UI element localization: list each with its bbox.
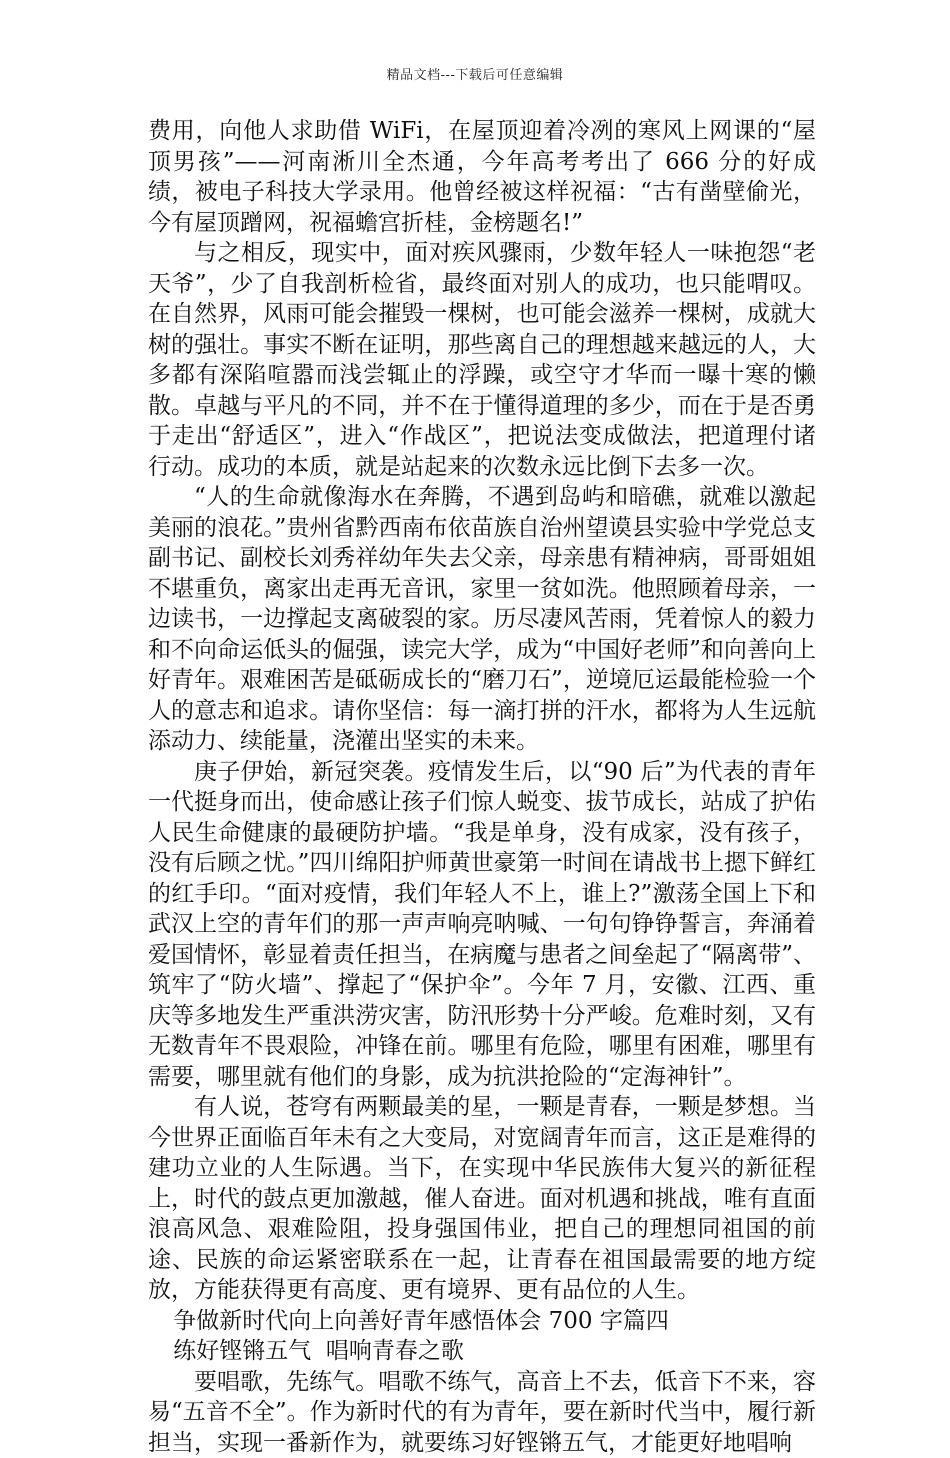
document-body [148,116,816,1458]
page-header: 精品文档---下载后可任意编辑 [0,64,950,83]
paragraph-contrast: 与之相反，现实中，面对疾风骤雨，少数年轻人一味抱怨“老天爷”，少了自我剖析检省，最终面对别人的成功，也只能喟叹。在自然界，风雨可能会摧毁一棵树，也可能会滋养一棵树，成就大树的强壮。事实不断在证明，那些离自己的理想越来越远的人，大多都有深陷喧嚣而浅尝辄止的浮躁，或空守才华而一曝十寒的懒散。卓越与平凡的不同，并不在于懂得道理的多少，而在于是否勇于走出“舒适区”，进入“作战区”，把说法变成做法，把道理付诸行动。成功的本质，就是站起来的次数永远比倒下去多一次。 [148,238,816,482]
section-title: 争做新时代向上向善好青年感悟体会 700 字篇四 [148,1306,816,1337]
essay-subtitle: 练好铿锵五气 唱响青春之歌 [148,1336,816,1367]
paragraph-liu-xiuxiang: “人的生命就像海水在奔腾，不遇到岛屿和暗礁，就难以激起美丽的浪花。”贵州省黔西南布依苗族自治州望谟县实验中学党总支副书记、副校长刘秀祥幼年失去父亲，母亲患有精神病，哥哥姐姐不堪重负，离家出走再无音讯，家里一贫如洗。他照顾着母亲，一边读书，一边撑起支离破裂的家。历尽凄风苦雨，凭着惊人的毅力和不向命运低头的倔强，读完大学，成为“中国好老师”和向善向上好青年。艰难困苦是砥砺成长的“磨刀石”，逆境厄运最能检验一个人的意志和追求。请你坚信：每一滴打拼的汗水，都将为人生远航添动力、续能量，浇灌出坚实的未来。 [148,482,816,757]
paragraph-continuation: 费用，向他人求助借 WiFi，在屋顶迎着冷冽的寒风上网课的“屋顶男孩”——河南淅川全杰通，今年高考考出了 666 分的好成绩，被电子科技大学录用。他曾经被这样祝福：“古有凿壁偷光，今有屋顶蹭网，祝福蟾宫折桂，金榜题名!” [148,116,816,238]
paragraph-epidemic: 庚子伊始，新冠突袭。疫情发生后，以“90 后”为代表的青年一代挺身而出，使命感让孩子们惊人蜕变、拔节成长，站成了护佑人民生命健康的最硬防护墙。“我是单身，没有成家，没有孩子，没有后顾之忧。”四川绵阳护师黄世豪第一时间在请战书上摁下鲜红的红手印。“面对疫情，我们年轻人不上，谁上?”激荡全国上下和武汉上空的青年们的那一声声响亮呐喊、一句句铮铮誓言，奔涌着爱国情怀，彰显着责任担当，在病魔与患者之间垒起了“隔离带”、筑牢了“防火墙”、撑起了“保护伞”。今年 7 月，安徽、江西、重庆等多地发生严重洪涝灾害，防汛形势十分严峻。危难时刻，又有无数青年不畏艰险，冲锋在前。哪里有危险，哪里有困难，哪里有需要，哪里就有他们的身影，成为抗洪抢险的“定海神针”。 [148,757,816,1093]
paragraph-stars: 有人说，苍穹有两颗最美的星，一颗是青春，一颗是梦想。当今世界正面临百年未有之大变局，对宽阔青年而言，这正是难得的建功立业的人生际遇。当下，在实现中华民族伟大复兴的新征程上，时代的鼓点更加激越，催人奋进。面对机遇和挑战，唯有直面浪高风急、艰难险阻，投身强国伟业，把自己的理想同祖国的前途、民族的命运紧密联系在一起，让青春在祖国最需要的地方绽放，方能获得更有高度、更有境界、更有品位的人生。 [148,1092,816,1306]
paragraph-five-qi: 要唱歌，先练气。唱歌不练气，高音上不去，低音下不来，容易“五音不全”。作为新时代的有为青年，要在新时代当中，履行新担当，实现一番新作为，就要练习好铿锵五气，才能更好地唱响 [148,1367,816,1458]
